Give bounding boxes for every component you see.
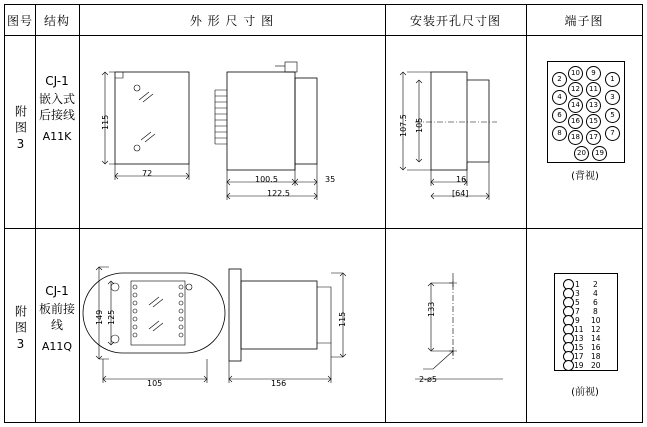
terminal-17: 17	[586, 130, 601, 145]
terminal-7: 7	[605, 126, 620, 141]
row2-cutout-drawing	[385, 229, 526, 423]
terminal-13: 13	[586, 98, 601, 113]
terminal-15: 15	[586, 114, 601, 129]
row1-model: CJ-1	[45, 74, 69, 88]
row2-cutout-hole-label: 2-ø5	[419, 375, 437, 384]
terminal-label-7: 7	[575, 307, 580, 316]
row1-dim-100-5: 100.5	[255, 175, 278, 184]
row2-fig-no	[5, 305, 35, 359]
terminal-label-3: 3	[575, 289, 580, 298]
terminal-8: 8	[552, 126, 567, 141]
row1-dim-35: 35	[325, 175, 336, 184]
terminal-14: 14	[568, 98, 583, 113]
header-outline	[79, 5, 385, 36]
row2-dim-149: 149	[95, 309, 104, 325]
terminal-dot-19	[563, 360, 574, 371]
terminal-18: 18	[568, 130, 583, 145]
terminal-label-10: 10	[591, 316, 601, 325]
row2-desc: 板前接线	[38, 302, 75, 332]
row1-structure	[35, 73, 79, 145]
terminal-label-12: 12	[591, 325, 601, 334]
header-structure	[35, 5, 79, 36]
row2-terminal-caption: (前视)	[571, 387, 599, 398]
terminal-5: 5	[605, 108, 620, 123]
terminal-11: 11	[586, 82, 601, 97]
terminal-label-4: 4	[593, 289, 598, 298]
row2-model: CJ-1	[45, 284, 69, 298]
row2-code: A11Q	[41, 340, 73, 353]
row1-cutout-dim-64: [64]	[452, 189, 469, 198]
terminal-19: 19	[592, 146, 607, 161]
header-terminal-label: 端子图	[564, 14, 604, 28]
header-outline-label: 外 形 尺 寸 图	[189, 14, 275, 28]
row1-fig-no-text: 附图3	[13, 105, 28, 155]
header-fig-no	[5, 5, 35, 36]
terminal-label-11: 11	[574, 325, 584, 334]
row1-outline-drawing	[79, 36, 385, 228]
terminal-4: 4	[552, 90, 567, 105]
header-cutout	[385, 5, 526, 36]
row1-cutout-dim-16: 16	[456, 175, 467, 184]
row2-fig-no-text: 附图3	[13, 305, 28, 355]
terminal-label-2: 2	[593, 280, 598, 289]
terminal-label-1: 1	[575, 280, 580, 289]
row2-structure	[35, 283, 79, 355]
col-divider-4	[526, 5, 527, 422]
row1-cutout-dim-107-5: 107.5	[399, 114, 408, 137]
header-structure-label: 结构	[43, 14, 70, 28]
spec-table	[4, 4, 643, 423]
terminal-10: 10	[568, 66, 583, 81]
terminal-1: 1	[605, 72, 620, 87]
terminal-label-9: 9	[575, 316, 580, 325]
row1-dim-115: 115	[101, 114, 110, 130]
header-fig-no-label: 图号	[6, 14, 33, 28]
terminal-label-19: 19	[574, 361, 584, 370]
terminal-3: 3	[605, 90, 620, 105]
row1-dim-72: 72	[142, 169, 153, 178]
row1-code: A11K	[42, 130, 72, 143]
col-divider-1	[35, 5, 36, 422]
terminal-label-16: 16	[591, 343, 601, 352]
row2-dim-115: 115	[338, 311, 347, 327]
row1-terminal-caption: (背视)	[571, 171, 599, 182]
terminal-6: 6	[552, 108, 567, 123]
terminal-label-15: 15	[574, 343, 584, 352]
terminal-12: 12	[568, 82, 583, 97]
row1-dim-122-5: 122.5	[267, 189, 290, 198]
row1-terminal-box	[547, 61, 625, 163]
row2-cutout-dim-133: 133	[427, 301, 436, 317]
terminal-label-17: 17	[574, 352, 584, 361]
header-cutout-label: 安装开孔尺寸图	[409, 14, 501, 28]
row1-desc: 嵌入式后接线	[38, 92, 75, 122]
terminal-label-14: 14	[591, 334, 601, 343]
row1-cutout-dim-105: 105	[415, 117, 424, 133]
row2-dim-105: 105	[147, 379, 163, 388]
terminal-label-18: 18	[591, 352, 601, 361]
terminal-16: 16	[568, 114, 583, 129]
row2-terminal-box	[554, 273, 618, 371]
terminal-label-6: 6	[593, 298, 598, 307]
row2-dim-125: 125	[107, 309, 116, 325]
terminal-2: 2	[552, 72, 567, 87]
terminal-20: 20	[574, 146, 589, 161]
terminal-9: 9	[586, 66, 601, 81]
row2-dim-156: 156	[271, 379, 287, 388]
terminal-label-13: 13	[574, 334, 584, 343]
terminal-label-5: 5	[575, 298, 580, 307]
row1-fig-no	[5, 105, 35, 159]
header-terminal	[526, 5, 642, 36]
terminal-label-20: 20	[591, 361, 601, 370]
terminal-label-8: 8	[593, 307, 598, 316]
